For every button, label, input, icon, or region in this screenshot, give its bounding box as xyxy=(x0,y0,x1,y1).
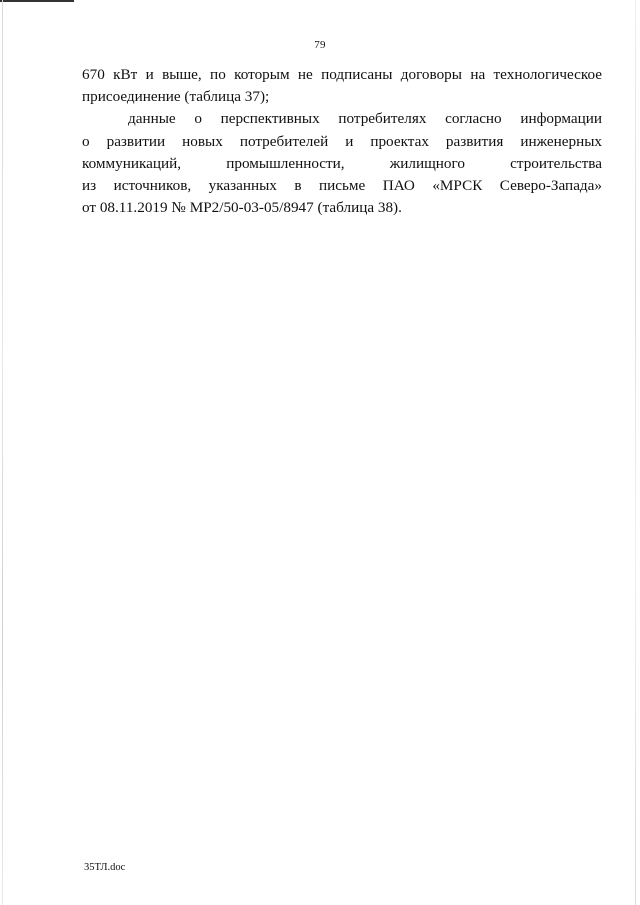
scan-right-edge xyxy=(635,0,636,905)
paragraph-2-line-2: о развитии новых потребителей и проектах развития инженерных xyxy=(82,132,602,150)
document-body xyxy=(82,64,602,219)
paragraph-2-line-3: коммуникаций, промышленности, жилищного строительства xyxy=(82,154,602,172)
scan-top-mark xyxy=(0,0,74,2)
paragraph-1-line-2: присоединение (таблица 37); xyxy=(82,88,270,106)
footer-filename: 35ТЛ.doc xyxy=(84,862,126,873)
scan-left-edge xyxy=(2,0,3,905)
page-number: 79 xyxy=(314,39,326,51)
paragraph-2-line-1: данные о перспективных потребителях согласно информации xyxy=(128,110,602,128)
paragraph-2-line-4: из источников, указанных в письме ПАО «МРСК Северо-Запада» xyxy=(82,177,602,195)
paragraph-2-line-5: от 08.11.2019 № МР2/50-03-05/8947 (таблица 38). xyxy=(82,199,402,217)
paragraph-1-line-1: 670 кВт и выше, по которым не подписаны договоры на технологическое xyxy=(82,66,602,83)
